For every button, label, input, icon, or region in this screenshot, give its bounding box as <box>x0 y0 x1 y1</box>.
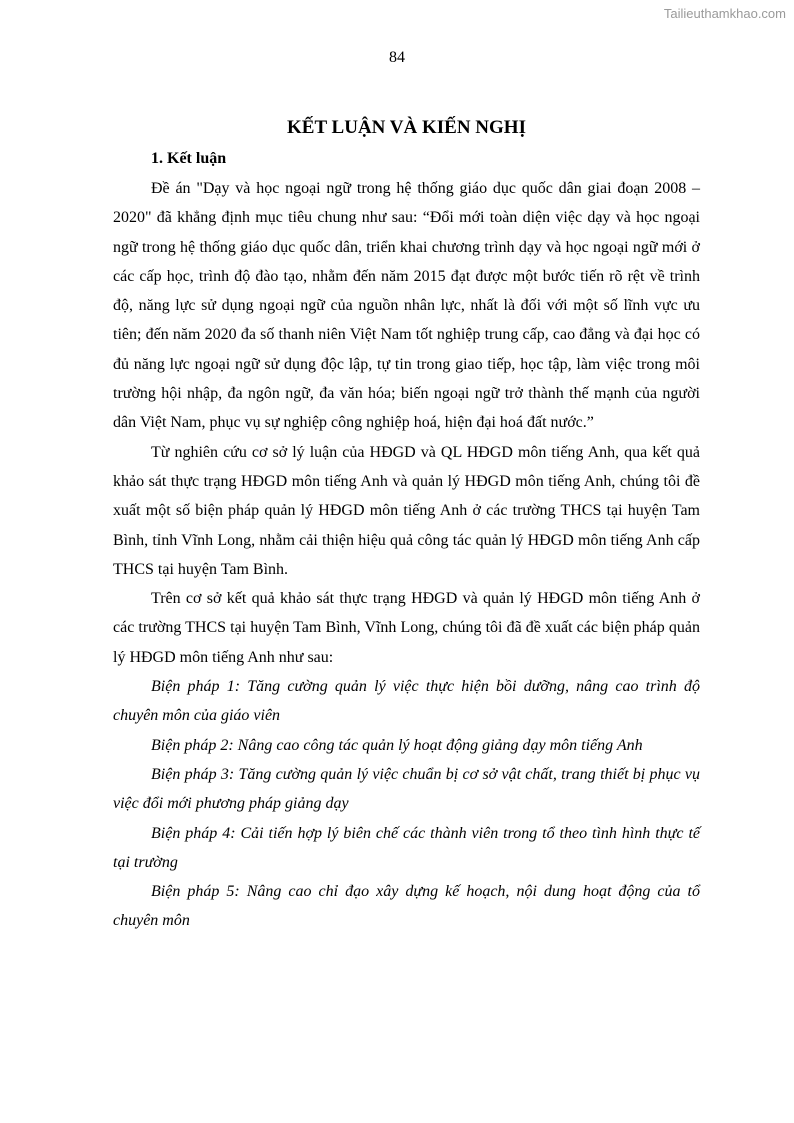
watermark-text: Tailieuthamkhao.com <box>663 6 786 21</box>
page-title: KẾT LUẬN VÀ KIẾN NGHỊ <box>287 117 526 138</box>
measure-item-1: Biện pháp 1: Tăng cường quản lý việc thực hiện bồi dưỡng, nâng cao trình độ chuyên môn của giáo viên <box>113 678 700 725</box>
paragraph-proposed-measures-intro: Trên cơ sở kết quả khảo sát thực trạng HĐGD và quản lý HĐGD môn tiếng Anh ở các trường THCS tại huyện Tam Bình, Vĩnh Long, chúng tôi đã đề xuất các biện pháp quản lý HĐGD môn tiếng Anh như sau: <box>113 590 700 666</box>
measure-item-2: Biện pháp 2: Nâng cao công tác quản lý hoạt động giảng dạy môn tiếng Anh <box>151 736 643 754</box>
document-body <box>113 112 700 936</box>
paragraph-project-goal: Đề án "Dạy và học ngoại ngữ trong hệ thống giáo dục quốc dân giai đoạn 2008 – 2020" đã khẳng định mục tiêu chung như sau: “Đổi mới toàn diện việc dạy và học ngoại ngữ trong hệ thống giáo dục quốc dân, triển khai chương trình dạy và học ngoại ngữ mới ở các cấp học, trình độ đào tạo, nhằm đến năm 2015 đạt được một bước tiến rõ rệt về trình độ, năng lực sử dụng ngoại ngữ của nguồn nhân lực, nhất là đối với một số lĩnh vực ưu tiên; đến năm 2020 đa số thanh niên Việt Nam tốt nghiệp trung cấp, cao đẳng và đại học có đủ năng lực ngoại ngữ sử dụng độc lập, tự tin trong giao tiếp, học tập, làm việc trong môi trường hội nhập, đa ngôn ngữ, đa văn hóa; biến ngoại ngữ trở thành thế mạnh của người dân Việt Nam, phục vụ sự nghiệp công nghiệp hoá, hiện đại hoá đất nước.” <box>113 180 700 432</box>
paragraph-research-basis: Từ nghiên cứu cơ sở lý luận của HĐGD và QL HĐGD môn tiếng Anh, qua kết quả khảo sát thực trạng HĐGD môn tiếng Anh và quản lý HĐGD môn tiếng Anh, chúng tôi đề xuất một số biện pháp quản lý HĐGD môn tiếng Anh ở các trường THCS tại huyện Tam Bình, tỉnh Vĩnh Long, nhằm cải thiện hiệu quả công tác quản lý HĐGD môn tiếng Anh cấp THCS tại huyện Tam Bình. <box>113 443 700 578</box>
page-number: 84 <box>389 49 405 66</box>
section-heading-conclusion: 1. Kết luận <box>151 150 227 167</box>
measure-item-4: Biện pháp 4: Cải tiến hợp lý biên chế các thành viên trong tổ theo tình hình thực tế tại trường <box>113 824 700 871</box>
measure-item-3: Biện pháp 3: Tăng cường quản lý việc chuẩn bị cơ sở vật chất, trang thiết bị phục vụ việc đổi mới phương pháp giảng dạy <box>113 765 700 813</box>
measure-item-5: Biện pháp 5: Nâng cao chỉ đạo xây dựng kế hoạch, nội dung hoạt động của tổ chuyên môn <box>113 883 700 930</box>
